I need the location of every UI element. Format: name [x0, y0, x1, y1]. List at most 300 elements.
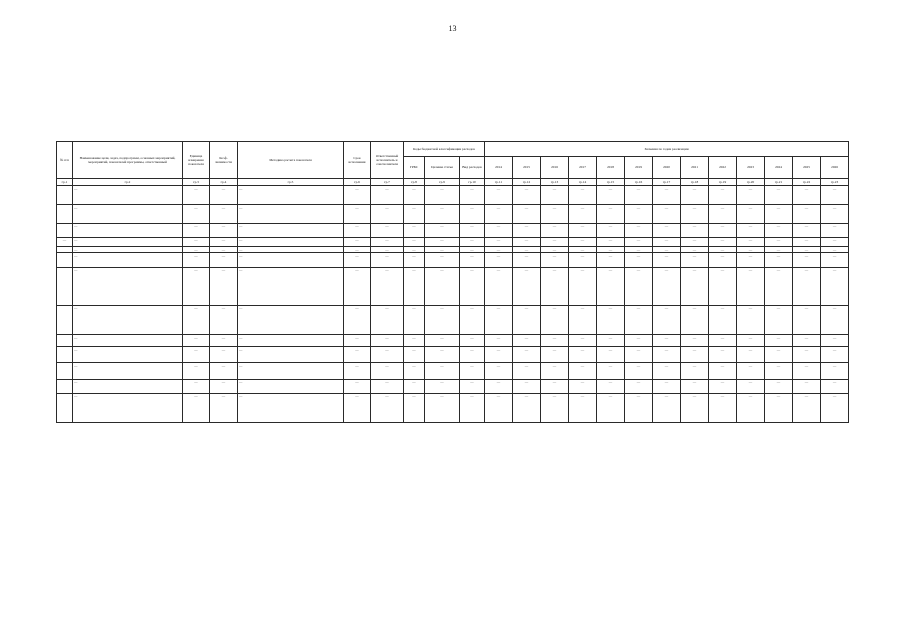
- cell-coef: —: [210, 363, 238, 379]
- cell-year-value: —: [653, 205, 681, 223]
- cell-year-value: —: [569, 205, 597, 223]
- cell-year-value: —: [793, 223, 821, 237]
- cell-year-value: —: [597, 253, 625, 267]
- cell-year-value: —: [513, 223, 541, 237]
- column-number-cell: гр.11: [485, 179, 513, 186]
- cell-year-value: —: [485, 246, 513, 252]
- cell-year-value: —: [597, 267, 625, 305]
- cell-no: [57, 363, 73, 379]
- cell-year-value: —: [765, 267, 793, 305]
- cell-year-value: —: [653, 363, 681, 379]
- table-row: [57, 186, 849, 205]
- cell-year-value: —: [625, 267, 653, 305]
- cell-year-value: —: [597, 379, 625, 393]
- cell-year-value: —: [821, 186, 849, 205]
- cell-year-value: —: [765, 237, 793, 246]
- header-year: 2017: [569, 157, 597, 179]
- column-number-cell: гр.6: [344, 179, 371, 186]
- cell-year-value: —: [569, 334, 597, 346]
- cell-year-value: —: [681, 305, 709, 334]
- cell-year-value: —: [569, 246, 597, 252]
- cell-unit: —: [183, 253, 210, 267]
- cell-year-value: —: [709, 223, 737, 237]
- cell-year-value: —: [625, 363, 653, 379]
- cell-year-value: —: [765, 393, 793, 422]
- cell-cs: —: [425, 267, 460, 305]
- column-number-cell: гр.22: [793, 179, 821, 186]
- cell-year-value: —: [793, 305, 821, 334]
- cell-no: [57, 393, 73, 422]
- cell-coef: —: [210, 186, 238, 205]
- cell-year-value: —: [597, 305, 625, 334]
- cell-resp: —: [371, 246, 404, 252]
- column-number-cell: гр.17: [653, 179, 681, 186]
- header-values-group: Значения по годам реализации: [485, 142, 849, 157]
- cell-coef: —: [210, 237, 238, 246]
- cell-year-value: —: [709, 246, 737, 252]
- cell-year-value: —: [485, 237, 513, 246]
- cell-grbs: —: [404, 347, 425, 363]
- cell-no: —: [57, 237, 73, 246]
- cell-year-value: —: [737, 205, 765, 223]
- cell-no: [57, 205, 73, 223]
- cell-year-value: —: [485, 186, 513, 205]
- cell-year-value: —: [625, 186, 653, 205]
- header-year: 2024: [765, 157, 793, 179]
- cell-year-value: —: [625, 347, 653, 363]
- cell-method: —: [238, 393, 344, 422]
- cell-year-value: —: [485, 253, 513, 267]
- cell-resp: —: [371, 363, 404, 379]
- cell-year-value: —: [653, 334, 681, 346]
- cell-year-value: —: [681, 186, 709, 205]
- cell-name: —: [73, 379, 183, 393]
- cell-cs: —: [425, 246, 460, 252]
- cell-year-value: —: [793, 393, 821, 422]
- cell-year-value: —: [569, 186, 597, 205]
- cell-term: —: [344, 246, 371, 252]
- cell-year-value: —: [793, 363, 821, 379]
- cell-year-value: —: [821, 393, 849, 422]
- cell-year-value: —: [681, 379, 709, 393]
- cell-year-value: —: [569, 393, 597, 422]
- cell-unit: —: [183, 246, 210, 252]
- cell-no: [57, 347, 73, 363]
- cell-name: —: [73, 186, 183, 205]
- cell-year-value: —: [793, 253, 821, 267]
- cell-year-value: —: [597, 334, 625, 346]
- cell-year-value: —: [653, 393, 681, 422]
- cell-year-value: —: [541, 253, 569, 267]
- cell-year-value: —: [793, 379, 821, 393]
- cell-year-value: —: [653, 246, 681, 252]
- cell-cs: —: [425, 186, 460, 205]
- header-expense-type: Вид расходов: [460, 157, 485, 179]
- cell-year-value: —: [737, 186, 765, 205]
- cell-year-value: —: [653, 379, 681, 393]
- column-number-cell: гр.8: [404, 179, 425, 186]
- cell-year-value: —: [709, 393, 737, 422]
- cell-year-value: —: [597, 186, 625, 205]
- cell-year-value: —: [709, 305, 737, 334]
- cell-year-value: —: [569, 237, 597, 246]
- cell-name: —: [73, 363, 183, 379]
- cell-year-value: —: [765, 305, 793, 334]
- cell-no: [57, 334, 73, 346]
- cell-method: —: [238, 379, 344, 393]
- cell-name: —: [73, 305, 183, 334]
- cell-no: [57, 379, 73, 393]
- cell-grbs: —: [404, 237, 425, 246]
- table-row: [57, 267, 849, 305]
- table-row: [57, 205, 849, 223]
- page-number: 13: [448, 24, 457, 33]
- cell-cs: —: [425, 393, 460, 422]
- cell-year-value: —: [709, 186, 737, 205]
- indicators-table: [56, 141, 849, 423]
- cell-cs: —: [425, 363, 460, 379]
- header-term: Срок исполнения: [344, 142, 371, 179]
- cell-unit: —: [183, 305, 210, 334]
- cell-year-value: —: [681, 253, 709, 267]
- cell-grbs: —: [404, 363, 425, 379]
- cell-term: —: [344, 379, 371, 393]
- cell-year-value: —: [569, 347, 597, 363]
- cell-method: —: [238, 205, 344, 223]
- cell-year-value: —: [485, 205, 513, 223]
- table-row: [57, 253, 849, 267]
- cell-resp: —: [371, 253, 404, 267]
- cell-year-value: —: [737, 237, 765, 246]
- cell-year-value: —: [513, 393, 541, 422]
- cell-name: —: [73, 347, 183, 363]
- cell-resp: —: [371, 267, 404, 305]
- cell-coef: —: [210, 246, 238, 252]
- cell-year-value: —: [513, 379, 541, 393]
- cell-name: —: [73, 237, 183, 246]
- cell-year-value: —: [821, 205, 849, 223]
- cell-year-value: —: [765, 205, 793, 223]
- table-row: [57, 334, 849, 346]
- cell-grbs: —: [404, 223, 425, 237]
- cell-unit: —: [183, 379, 210, 393]
- cell-grbs: —: [404, 267, 425, 305]
- column-number-cell: гр.3: [183, 179, 210, 186]
- cell-unit: —: [183, 223, 210, 237]
- cell-year-value: —: [653, 253, 681, 267]
- cell-vr: —: [460, 205, 485, 223]
- cell-year-value: —: [597, 393, 625, 422]
- cell-year-value: —: [541, 334, 569, 346]
- cell-year-value: —: [485, 347, 513, 363]
- cell-cs: —: [425, 223, 460, 237]
- cell-year-value: —: [625, 334, 653, 346]
- cell-vr: —: [460, 347, 485, 363]
- cell-vr: —: [460, 363, 485, 379]
- cell-year-value: —: [513, 205, 541, 223]
- cell-year-value: —: [793, 205, 821, 223]
- cell-year-value: —: [625, 237, 653, 246]
- cell-year-value: —: [541, 379, 569, 393]
- cell-term: —: [344, 363, 371, 379]
- cell-resp: —: [371, 305, 404, 334]
- cell-term: —: [344, 237, 371, 246]
- cell-name: —: [73, 205, 183, 223]
- cell-grbs: —: [404, 186, 425, 205]
- cell-year-value: —: [597, 347, 625, 363]
- cell-year-value: —: [653, 223, 681, 237]
- cell-year-value: —: [513, 253, 541, 267]
- cell-year-value: —: [737, 267, 765, 305]
- table-row: [57, 347, 849, 363]
- cell-year-value: —: [625, 253, 653, 267]
- header-year: 2023: [737, 157, 765, 179]
- cell-term: —: [344, 186, 371, 205]
- cell-year-value: —: [569, 379, 597, 393]
- cell-year-value: —: [821, 363, 849, 379]
- cell-year-value: —: [625, 393, 653, 422]
- cell-year-value: —: [513, 363, 541, 379]
- cell-method: —: [238, 186, 344, 205]
- cell-year-value: —: [765, 223, 793, 237]
- header-coef: Коэф. значимости: [210, 142, 238, 179]
- cell-year-value: —: [821, 253, 849, 267]
- cell-year-value: —: [597, 205, 625, 223]
- cell-grbs: —: [404, 205, 425, 223]
- cell-year-value: —: [513, 246, 541, 252]
- cell-year-value: —: [541, 223, 569, 237]
- cell-unit: —: [183, 237, 210, 246]
- cell-year-value: —: [737, 379, 765, 393]
- cell-no: [57, 253, 73, 267]
- cell-year-value: —: [793, 186, 821, 205]
- column-number-cell: гр.15: [597, 179, 625, 186]
- cell-vr: —: [460, 237, 485, 246]
- cell-year-value: —: [625, 305, 653, 334]
- cell-name: —: [73, 334, 183, 346]
- cell-year-value: —: [569, 267, 597, 305]
- cell-grbs: —: [404, 334, 425, 346]
- cell-coef: —: [210, 253, 238, 267]
- cell-method: —: [238, 334, 344, 346]
- column-number-cell: гр.21: [765, 179, 793, 186]
- cell-year-value: —: [737, 363, 765, 379]
- cell-coef: —: [210, 267, 238, 305]
- table-row: [57, 223, 849, 237]
- cell-year-value: —: [597, 237, 625, 246]
- cell-year-value: —: [541, 347, 569, 363]
- cell-method: —: [238, 223, 344, 237]
- cell-vr: —: [460, 186, 485, 205]
- column-number-cell: гр.20: [737, 179, 765, 186]
- cell-year-value: —: [513, 305, 541, 334]
- cell-year-value: —: [625, 379, 653, 393]
- column-number-cell: гр.5: [238, 179, 344, 186]
- cell-name: —: [73, 246, 183, 252]
- cell-year-value: —: [709, 253, 737, 267]
- cell-year-value: —: [765, 363, 793, 379]
- column-number-cell: гр.12: [513, 179, 541, 186]
- cell-year-value: —: [653, 237, 681, 246]
- cell-year-value: —: [793, 334, 821, 346]
- cell-year-value: —: [653, 186, 681, 205]
- cell-year-value: —: [765, 253, 793, 267]
- cell-year-value: —: [513, 237, 541, 246]
- cell-year-value: —: [793, 246, 821, 252]
- cell-year-value: —: [765, 379, 793, 393]
- cell-year-value: —: [681, 223, 709, 237]
- cell-year-value: —: [821, 267, 849, 305]
- cell-resp: —: [371, 393, 404, 422]
- cell-year-value: —: [597, 363, 625, 379]
- cell-year-value: —: [541, 393, 569, 422]
- header-target-item: Целевая статья: [425, 157, 460, 179]
- cell-year-value: —: [681, 393, 709, 422]
- cell-year-value: —: [681, 237, 709, 246]
- column-number-cell: гр.23: [821, 179, 849, 186]
- cell-year-value: —: [737, 305, 765, 334]
- cell-year-value: —: [793, 237, 821, 246]
- cell-cs: —: [425, 237, 460, 246]
- header-year: 2019: [625, 157, 653, 179]
- cell-grbs: —: [404, 379, 425, 393]
- cell-year-value: —: [681, 205, 709, 223]
- cell-grbs: —: [404, 393, 425, 422]
- cell-year-value: —: [485, 267, 513, 305]
- header-grbs: ГРБС: [404, 157, 425, 179]
- header-year: 2022: [709, 157, 737, 179]
- cell-year-value: —: [625, 246, 653, 252]
- cell-coef: —: [210, 393, 238, 422]
- column-number-cell: гр.4: [210, 179, 238, 186]
- cell-cs: —: [425, 205, 460, 223]
- cell-vr: —: [460, 334, 485, 346]
- cell-year-value: —: [569, 253, 597, 267]
- cell-year-value: —: [821, 334, 849, 346]
- cell-coef: —: [210, 379, 238, 393]
- cell-year-value: —: [541, 305, 569, 334]
- cell-year-value: —: [709, 205, 737, 223]
- cell-year-value: —: [737, 246, 765, 252]
- cell-year-value: —: [513, 267, 541, 305]
- cell-year-value: —: [541, 267, 569, 305]
- header-budget-group: Коды бюджетной классификации расходов: [404, 142, 485, 157]
- cell-term: —: [344, 253, 371, 267]
- cell-unit: —: [183, 186, 210, 205]
- cell-method: —: [238, 253, 344, 267]
- column-number-cell: гр.16: [625, 179, 653, 186]
- header-year: 2014: [485, 157, 513, 179]
- header-name: Наименование цели, задач, подпрограмм, основных мероприятий, мероприятий, показателей программы, ответственный: [73, 142, 183, 179]
- header-year: 2016: [541, 157, 569, 179]
- cell-method: —: [238, 305, 344, 334]
- column-number-cell: гр.14: [569, 179, 597, 186]
- cell-year-value: —: [485, 305, 513, 334]
- cell-vr: —: [460, 393, 485, 422]
- cell-vr: —: [460, 246, 485, 252]
- cell-year-value: —: [709, 334, 737, 346]
- table-row: [57, 305, 849, 334]
- cell-year-value: —: [653, 267, 681, 305]
- cell-no: [57, 186, 73, 205]
- header-year: 2026: [821, 157, 849, 179]
- cell-year-value: —: [765, 347, 793, 363]
- cell-year-value: —: [709, 347, 737, 363]
- header-method: Методика расчета показателя: [238, 142, 344, 179]
- cell-name: —: [73, 393, 183, 422]
- cell-grbs: —: [404, 246, 425, 252]
- cell-resp: —: [371, 237, 404, 246]
- cell-year-value: —: [625, 223, 653, 237]
- cell-term: —: [344, 305, 371, 334]
- cell-year-value: —: [597, 223, 625, 237]
- cell-resp: —: [371, 347, 404, 363]
- cell-resp: —: [371, 334, 404, 346]
- cell-year-value: —: [765, 246, 793, 252]
- cell-resp: —: [371, 223, 404, 237]
- cell-year-value: —: [541, 205, 569, 223]
- table-row: [57, 363, 849, 379]
- cell-cs: —: [425, 347, 460, 363]
- cell-unit: —: [183, 363, 210, 379]
- table-row: [57, 237, 849, 246]
- column-number-cell: гр.13: [541, 179, 569, 186]
- cell-year-value: —: [541, 246, 569, 252]
- header-year: 2015: [513, 157, 541, 179]
- cell-method: —: [238, 267, 344, 305]
- cell-year-value: —: [821, 379, 849, 393]
- cell-name: —: [73, 223, 183, 237]
- cell-method: —: [238, 237, 344, 246]
- header-unit: Единица измерения показателя: [183, 142, 210, 179]
- cell-vr: —: [460, 267, 485, 305]
- cell-vr: —: [460, 223, 485, 237]
- cell-unit: —: [183, 205, 210, 223]
- cell-term: —: [344, 205, 371, 223]
- header-year: 2025: [793, 157, 821, 179]
- cell-vr: —: [460, 379, 485, 393]
- cell-coef: —: [210, 205, 238, 223]
- cell-year-value: —: [793, 347, 821, 363]
- column-number-cell: гр.10: [460, 179, 485, 186]
- cell-name: —: [73, 253, 183, 267]
- cell-method: —: [238, 246, 344, 252]
- column-number-cell: гр.2: [73, 179, 183, 186]
- column-number-cell: гр.1: [57, 179, 73, 186]
- cell-no: [57, 223, 73, 237]
- header-responsible: Ответственный исполнитель и соисполнители: [371, 142, 404, 179]
- cell-cs: —: [425, 379, 460, 393]
- cell-term: —: [344, 393, 371, 422]
- cell-coef: —: [210, 223, 238, 237]
- cell-name: —: [73, 267, 183, 305]
- cell-year-value: —: [709, 237, 737, 246]
- header-year: 2021: [681, 157, 709, 179]
- cell-year-value: —: [737, 334, 765, 346]
- cell-method: —: [238, 347, 344, 363]
- cell-year-value: —: [821, 237, 849, 246]
- cell-term: —: [344, 334, 371, 346]
- cell-year-value: —: [541, 363, 569, 379]
- cell-year-value: —: [485, 223, 513, 237]
- table-row: [57, 379, 849, 393]
- cell-term: —: [344, 347, 371, 363]
- header-no: № п/п: [57, 142, 73, 179]
- header-year: 2020: [653, 157, 681, 179]
- cell-year-value: —: [765, 186, 793, 205]
- cell-year-value: —: [513, 186, 541, 205]
- cell-vr: —: [460, 253, 485, 267]
